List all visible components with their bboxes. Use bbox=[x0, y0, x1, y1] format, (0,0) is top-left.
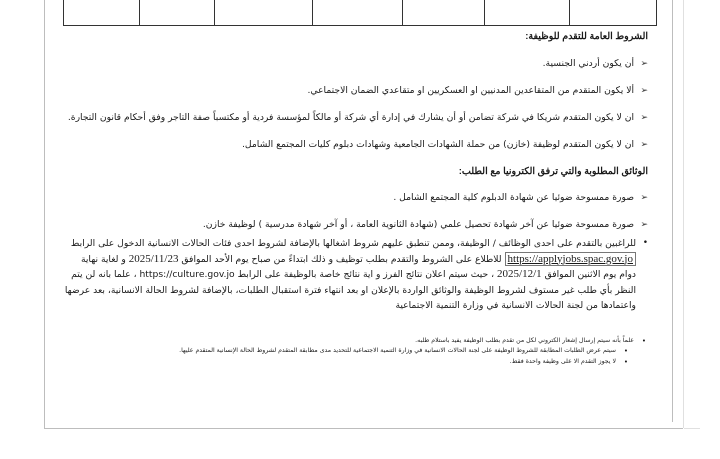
list-item: ➢ صورة ممسوحة ضوئيا عن شهادة الدبلوم كلية المجتمع الشامل . bbox=[393, 192, 648, 203]
table-remnant bbox=[63, 0, 657, 26]
list-item: ➢ ان لا يكون المتقدم شريكا في شركة تضامن أو أن يشارك في إدارة أي شركة أو مالكاً لمؤسسة فردية أو مكتسباً صفة التاجر وفق أحكام قانون التجارة. bbox=[67, 112, 648, 123]
general-conditions-heading: الشروط العامة للتقدم للوظيفة: bbox=[525, 31, 648, 42]
arrow-bullet-icon: ➢ bbox=[640, 59, 648, 69]
general-conditions-list bbox=[60, 57, 648, 152]
note-item: • علماً بأنه سيتم إرسال إشعار الكتروني لكل من تقدم بطلب الوظيفة يفيد باستلام طلبه. bbox=[415, 336, 646, 345]
notes-list bbox=[60, 336, 648, 368]
application-paragraph: • للراغبين بالتقدم على احدى الوظائف / الوظيفة، وممن تنطبق عليهم شروط اشغالها بالإضافة لشروط احدى فئات الحالات الانسانية الدخول على الرابط https://applyjobs.spac.gov.jo للاطلاع على الشروط والتقدم بطلب توظيف و ذلك ابتداءً من صباح يوم الأحد الموافق 2025/11/23 و لغاية نهاية دوام يوم الاثنين الموافق 2025/12/1 ، حيث سيتم اعلان نتائج الفرز و اية نتائج خاصة بالوظيفة على الرابط https://culture.gov.jo ، علما بانه لن يتم النظر بأي طلب غير مستوف لشروط الوظيفة والوثائق الواردة بالإعلان او بعد انتهاء فترة استقبال الطلبات، بالإضافة لشروط الحالة الانسانية، بعد عرضها واعتمادها من لجنة الحالات الانسانية في وزارة التنمية الاجتماعية bbox=[64, 238, 648, 311]
bullet-dot-icon: • bbox=[642, 238, 648, 248]
list-item: ➢ ألا يكون المتقدم من المتقاعدين المدنيين او العسكريين او متقاعدي الضمان الاجتماعي. bbox=[307, 85, 648, 96]
arrow-bullet-icon: ➢ bbox=[640, 113, 648, 123]
list-item: ➢ أن يكون أردني الجنسية. bbox=[542, 58, 648, 69]
page-border-left bbox=[44, 0, 45, 428]
note-item: • سيتم عرض الطلبات المطابقة للشروط الوظيفة على لجنة الحالات الانسانية في وزارة التنمية الاجتماعية للتحديد مدى مطابقة المتقدم لشروط الحالة الإنسانية المتقدم عليها. bbox=[179, 347, 628, 355]
start-date: 2025/11/23 bbox=[128, 252, 179, 265]
arrow-bullet-icon: ➢ bbox=[640, 220, 648, 230]
viewer-border bbox=[683, 0, 684, 428]
list-item: ➢ ان لا يكون المتقدم لوظيفة (خازن) من حملة الشهادات الجامعية وشهادات دبلوم كليات المجتمع الشامل. bbox=[242, 139, 648, 150]
culture-site-link[interactable]: https://culture.gov.jo bbox=[139, 269, 235, 280]
arrow-bullet-icon: ➢ bbox=[640, 140, 648, 150]
bullet-dot-icon: • bbox=[623, 347, 628, 355]
page-border-right bbox=[672, 0, 673, 422]
bullet-dot-icon: • bbox=[641, 336, 646, 345]
required-documents-heading: الوثائق المطلوبة والتي ترفق الكترونيا مع الطلب: bbox=[458, 166, 648, 177]
arrow-bullet-icon: ➢ bbox=[640, 86, 648, 96]
list-item: ➢ صورة ممسوحة ضوئيا عن آخر شهادة تحصيل علمي (شهادة الثانوية العامة ، أو آخر شهادة مدرسية ) لوظيفة خازن. bbox=[202, 219, 648, 230]
apply-jobs-link[interactable]: https://applyjobs.spac.gov.jo bbox=[505, 252, 636, 266]
arrow-bullet-icon: ➢ bbox=[640, 193, 648, 203]
end-date: 2025/12/1 bbox=[497, 268, 542, 280]
bullet-dot-icon: • bbox=[623, 357, 628, 366]
viewer-border-tick bbox=[684, 428, 700, 429]
page-border-bottom bbox=[44, 428, 683, 429]
note-item: • لا يجوز التقدم الا على وظيفة واحدة فقط. bbox=[509, 357, 628, 366]
document-body bbox=[60, 30, 648, 367]
required-documents-list bbox=[60, 191, 648, 232]
